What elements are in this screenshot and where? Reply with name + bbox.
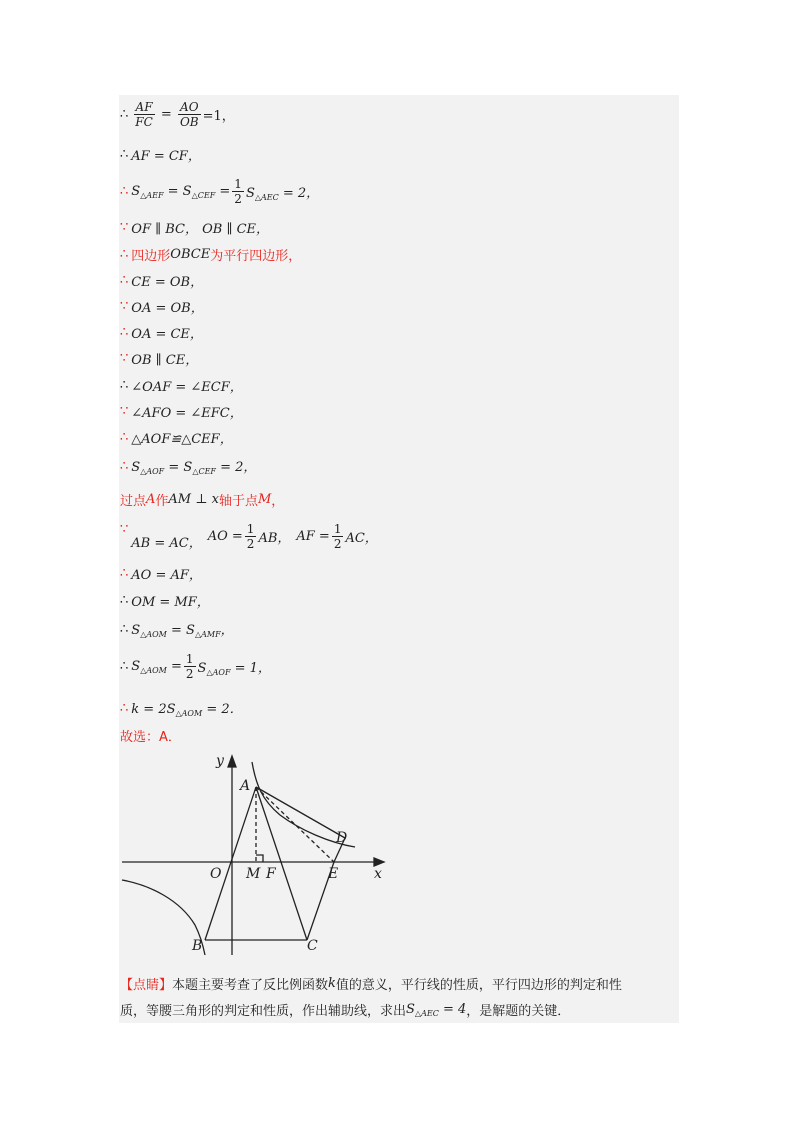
geometry-figure [120,750,400,960]
line-8: ∴ OA = CE， [120,325,203,342]
label-d: D [336,830,348,846]
line-4: ∵ OF ∥ BC， OB ∥ CE， [120,220,270,237]
note-line-1: 【点睛】 本题主要考查了反比例函数 k 值的意义，平行线的性质，平行四边形的判定和性 [120,976,622,993]
line-1-tail: =1， [202,109,235,124]
line-15: ∵ AB = AC， AO = $\frac{1}{2}$ AB， AF = $\frac{1}{2}$ AC， [120,522,378,551]
line-17: ∴ OM = MF， [120,593,210,610]
line-1: ∴ $\frac{AF}{FC}$ = $\frac{AO}{OB}$ =1， [120,100,235,129]
fraction-ao-ob: $\frac{AO}{OB}$ [179,100,199,129]
segment-ab [205,787,256,940]
line-14: 过点 A 作 AM ⊥ x 轴于点 M ， [120,492,285,509]
label-y: y [216,753,224,769]
note-line-2: 质，等腰三角形的判定和性质，作出辅助线，求出 $S_{\triangle AEC} = 4$ ，是解题的关键． [120,1001,571,1019]
right-angle-mark [256,855,263,862]
y-axis-arrow [228,756,236,767]
fraction-af-fc: $\frac{AF}{FC}$ [135,100,153,129]
line-11: ∵ ∠AFO = ∠EFC， [120,404,243,421]
segment-ad [256,787,345,838]
x-axis-arrow [374,858,384,866]
line-7: ∵ OA = OB， [120,299,204,316]
label-o: O [210,866,222,882]
label-e: E [328,866,339,882]
line-16: ∴ AO = AF， [120,566,202,583]
therefore-symbol: ∴ [120,107,129,122]
line-6: ∴ CE = OB， [120,273,204,290]
line-9: ∵ OB ∥ CE， [120,351,199,368]
line-19: ∴ $S_{\triangle AOM}$ = $\frac{1}{2}$ $S_{\triangle AOF} = 1$， [120,652,271,681]
line-10: ∴ ∠OAF = ∠ECF， [120,378,243,395]
line-3: ∴ $S_{\triangle AEF} = S_{\triangle CEF}$ = $\frac{1}{2}$ $S_{\triangle AEC} = 2$， [120,177,320,206]
line-5: ∴ 四边形 OBCE 为平行四边形， [120,247,302,264]
line-2: ∴ AF = CF， [120,147,201,164]
label-x: x [374,866,382,882]
note-tag: 【点睛】 [120,978,173,993]
label-f: F [266,866,276,882]
label-m: M [246,866,261,882]
fraction-half: $\frac{1}{2}$ [234,177,242,206]
label-a: A [240,778,251,794]
label-c: C [307,938,318,954]
label-b: B [192,938,203,954]
line-20: ∴ $k = 2S_{\triangle AOM} = 2$． [120,700,243,718]
line-12: ∴ △AOF≌△CEF， [120,430,233,447]
line-18: ∴ $S_{\triangle AOM} = S_{\triangle AMF}$， [120,621,234,639]
answer-line: 故选：A． [120,730,181,745]
segment-ac [256,787,307,940]
line-13: ∴ $S_{\triangle AOF} = S_{\triangle CEF} = 2$， [120,458,257,476]
